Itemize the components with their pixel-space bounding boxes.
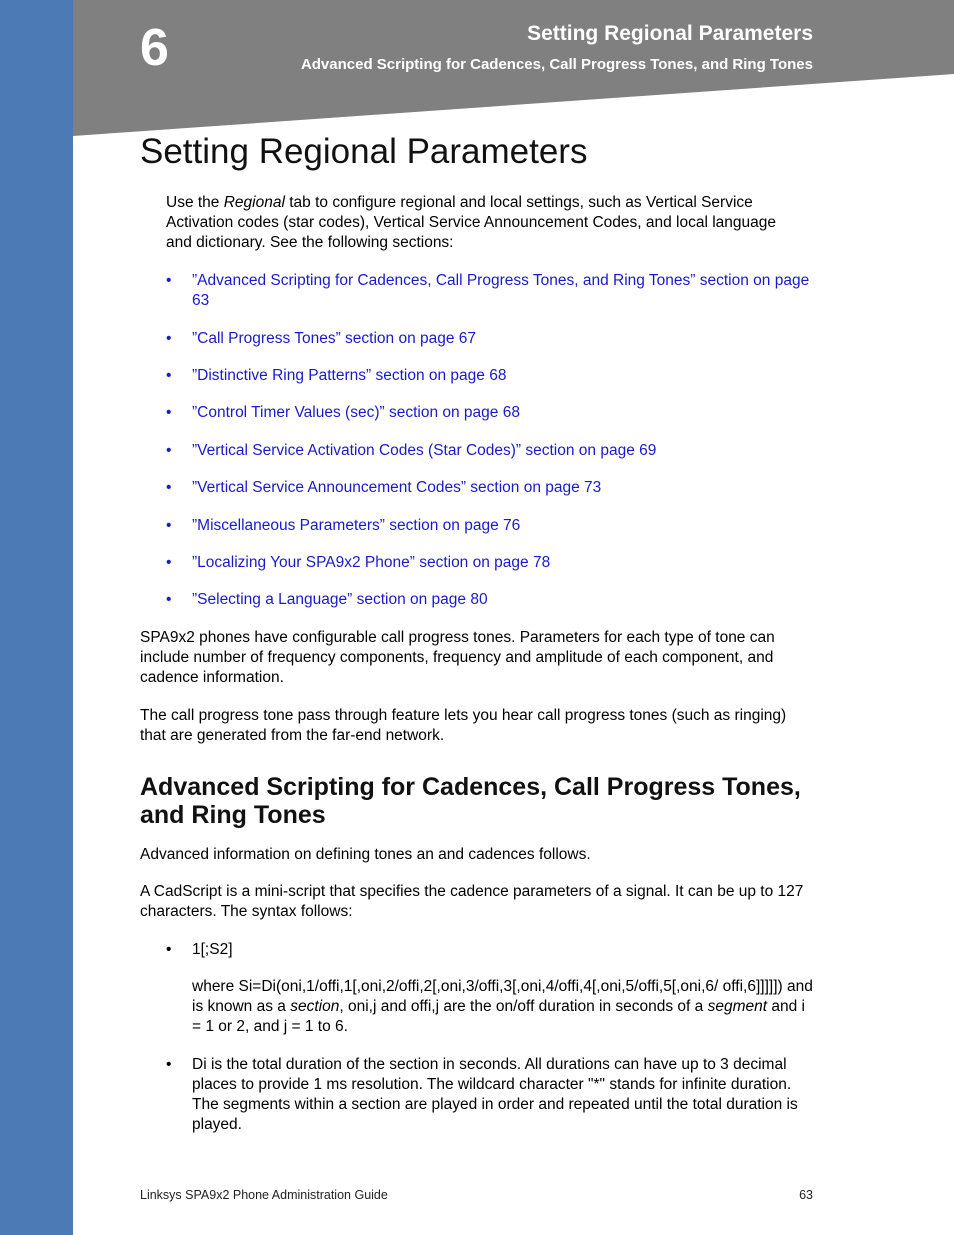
toc-link-control-timer[interactable]: • ”Control Timer Values (sec)” section on page 68 bbox=[166, 404, 520, 421]
segment-term: segment bbox=[707, 998, 768, 1015]
cadscript-paragraph: A CadScript is a mini-script that specifies the cadence parameters of a signal. It can be up to 127 characters. The syntax follows: bbox=[140, 883, 804, 920]
footer-guide-title: Linksys SPA9x2 Phone Administration Guide bbox=[140, 1188, 388, 1202]
section-term: section bbox=[290, 998, 340, 1015]
footer-page-number: 63 bbox=[799, 1188, 813, 1202]
syntax-bullet bbox=[140, 940, 820, 960]
pass-through-paragraph: The call progress tone pass through feature lets you hear call progress tones (such as ringing) that are generated from the far-end network. bbox=[140, 707, 787, 744]
section-heading: Advanced Scripting for Cadences, Call Progress Tones, and Ring Tones bbox=[140, 773, 801, 829]
section-link-list bbox=[140, 271, 820, 610]
header-title: Setting Regional Parameters bbox=[527, 22, 813, 45]
toc-link-localizing[interactable]: • ”Localizing Your SPA9x2 Phone” section on page 78 bbox=[166, 554, 551, 571]
left-color-sidebar bbox=[0, 0, 73, 1235]
duration-bullet bbox=[140, 1055, 820, 1135]
list-item: • 1[;S2] bbox=[166, 941, 233, 958]
regional-tab-name: Regional bbox=[223, 194, 285, 211]
toc-link-star-codes[interactable]: • ”Vertical Service Activation Codes (Star Codes)” section on page 69 bbox=[166, 442, 657, 459]
header-subtitle: Advanced Scripting for Cadences, Call Progress Tones, and Ring Tones bbox=[300, 56, 813, 73]
toc-link-advanced-scripting[interactable]: • ”Advanced Scripting for Cadences, Call Progress Tones, and Ring Tones” section on page 63 bbox=[166, 272, 810, 309]
page-title: Setting Regional Parameters bbox=[140, 132, 588, 171]
where-paragraph: where Si=Di(oni,1/offi,1[,oni,2/offi,2[,oni,3/offi,3[,oni,4/offi,4[,oni,5/offi,5[,oni,6/ offi,6]]]]]) and is known as a section, oni,j and offi,j are the on/off duration in seconds of a segment and i = 1 or 2, and j = 1 to 6. bbox=[192, 978, 813, 1035]
toc-link-distinctive-ring[interactable]: • ”Distinctive Ring Patterns” section on page 68 bbox=[166, 367, 507, 384]
toc-link-language[interactable]: • ”Selecting a Language” section on page 80 bbox=[166, 591, 488, 608]
list-item: • Di is the total duration of the section in seconds. All durations can have up to 3 decimal places to provide 1 ms resolution. The wildcard character "*" stands for infinite duration. The segments within a section are played in order and repeated until the total duration is played. bbox=[166, 1056, 798, 1133]
advanced-info-paragraph: Advanced information on defining tones an and cadences follows. bbox=[140, 846, 591, 863]
toc-link-misc-parameters[interactable]: • ”Miscellaneous Parameters” section on page 76 bbox=[166, 517, 521, 534]
call-progress-paragraph: SPA9x2 phones have configurable call progress tones. Parameters for each type of tone can include number of frequency components, frequency and amplitude of each component, and cadence information. bbox=[140, 629, 775, 686]
toc-link-call-progress-tones[interactable]: • ”Call Progress Tones” section on page 67 bbox=[166, 330, 477, 347]
toc-link-announcement-codes[interactable]: • ”Vertical Service Announcement Codes” section on page 73 bbox=[166, 479, 602, 496]
intro-paragraph: Use the Regional tab to configure regional and local settings, such as Vertical Service Activation codes (star codes), Vertical Service Announcement Codes, and local language and dictionary. See the following sections: bbox=[166, 194, 777, 251]
chapter-number: 6 bbox=[140, 19, 169, 77]
